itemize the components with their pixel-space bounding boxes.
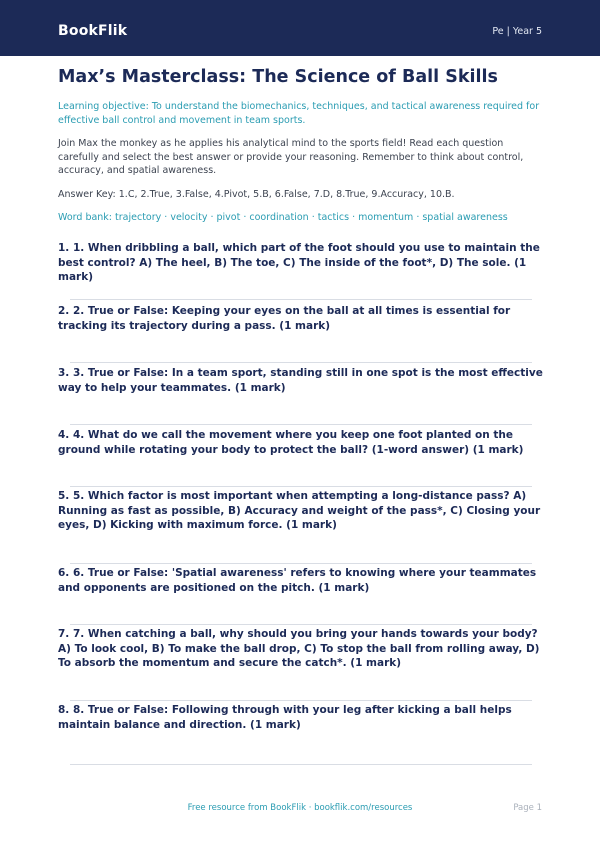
worksheet-intro	[58, 66, 544, 225]
answer-line-4	[70, 486, 532, 487]
answer-line-2	[70, 362, 532, 363]
question-6: 6. 6. True or False: 'Spatial awareness' refers to knowing where your teammates and opponents are positioned on the pitch. (1 mark)	[58, 567, 537, 594]
answer-line-3	[70, 424, 532, 425]
page-number: Page 1	[513, 803, 542, 813]
intro-text: Join Max the monkey as he applies his analytical mind to the sports field! Read each question carefully and select the best answer or provide your reasoning. Remember to think about control, accuracy, and spatial awareness.	[58, 138, 524, 176]
header-bar	[0, 0, 600, 56]
page-title: Max’s Masterclass: The Science of Ball Skills	[58, 67, 498, 87]
word-bank: Word bank: trajectory · velocity · pivot · coordination · tactics · momentum · spatial awareness	[58, 212, 508, 223]
question-8: 8. 8. True or False: Following through with your leg after kicking a ball helps maintain balance and direction. (1 mark)	[58, 704, 512, 731]
question-4: 4. 4. What do we call the movement where you keep one foot planted on the ground while rotating your body to protect the ball? (1-word answer) (1 mark)	[58, 429, 524, 456]
learning-objective: Learning objective: To understand the biomechanics, techniques, and tactical awareness required for effective ball control and movement in team sports.	[58, 101, 540, 126]
question-3: 3. 3. True or False: In a team sport, standing still in one spot is the most effective way to help your teammates. (1 mark)	[58, 367, 543, 394]
question-2: 2. 2. True or False: Keeping your eyes on the ball at all times is essential for tracking its trajectory during a pass. (1 mark)	[58, 305, 511, 332]
answer-line-5	[70, 563, 532, 564]
answer-key: Answer Key: 1.C, 2.True, 3.False, 4.Pivot, 5.B, 6.False, 7.D, 8.True, 9.Accuracy, 10.B.	[58, 188, 455, 200]
question-5: 5. 5. Which factor is most important when attempting a long-distance pass? A) Running as fast as possible, B) Accuracy and weight of the pass*, C) Closing your eyes, D) Kicking with maximum force. (1 mark)	[58, 490, 541, 531]
question-7: 7. 7. When catching a ball, why should you bring your hands towards your body? A) To look cool, B) To make the ball drop, C) To stop the ball from rolling away, D) To absorb the momentum and secure the catch*. (1 mark)	[58, 628, 540, 669]
answer-line-1	[70, 299, 532, 300]
brand-logo-text[interactable]: BookFlik	[58, 23, 128, 39]
question-1: 1. 1. When dribbling a ball, which part of the foot should you use to maintain the best control? A) The heel, B) The toe, C) The inside of the foot*, D) The sole. (1 mark)	[58, 242, 540, 283]
answer-line-8	[70, 764, 532, 765]
answer-line-6	[70, 624, 532, 625]
answer-line-7	[70, 700, 532, 701]
footer-source-link[interactable]: Free resource from BookFlik · bookflik.com/resources	[187, 803, 413, 813]
subject-year-label: Pe | Year 5	[492, 26, 542, 37]
